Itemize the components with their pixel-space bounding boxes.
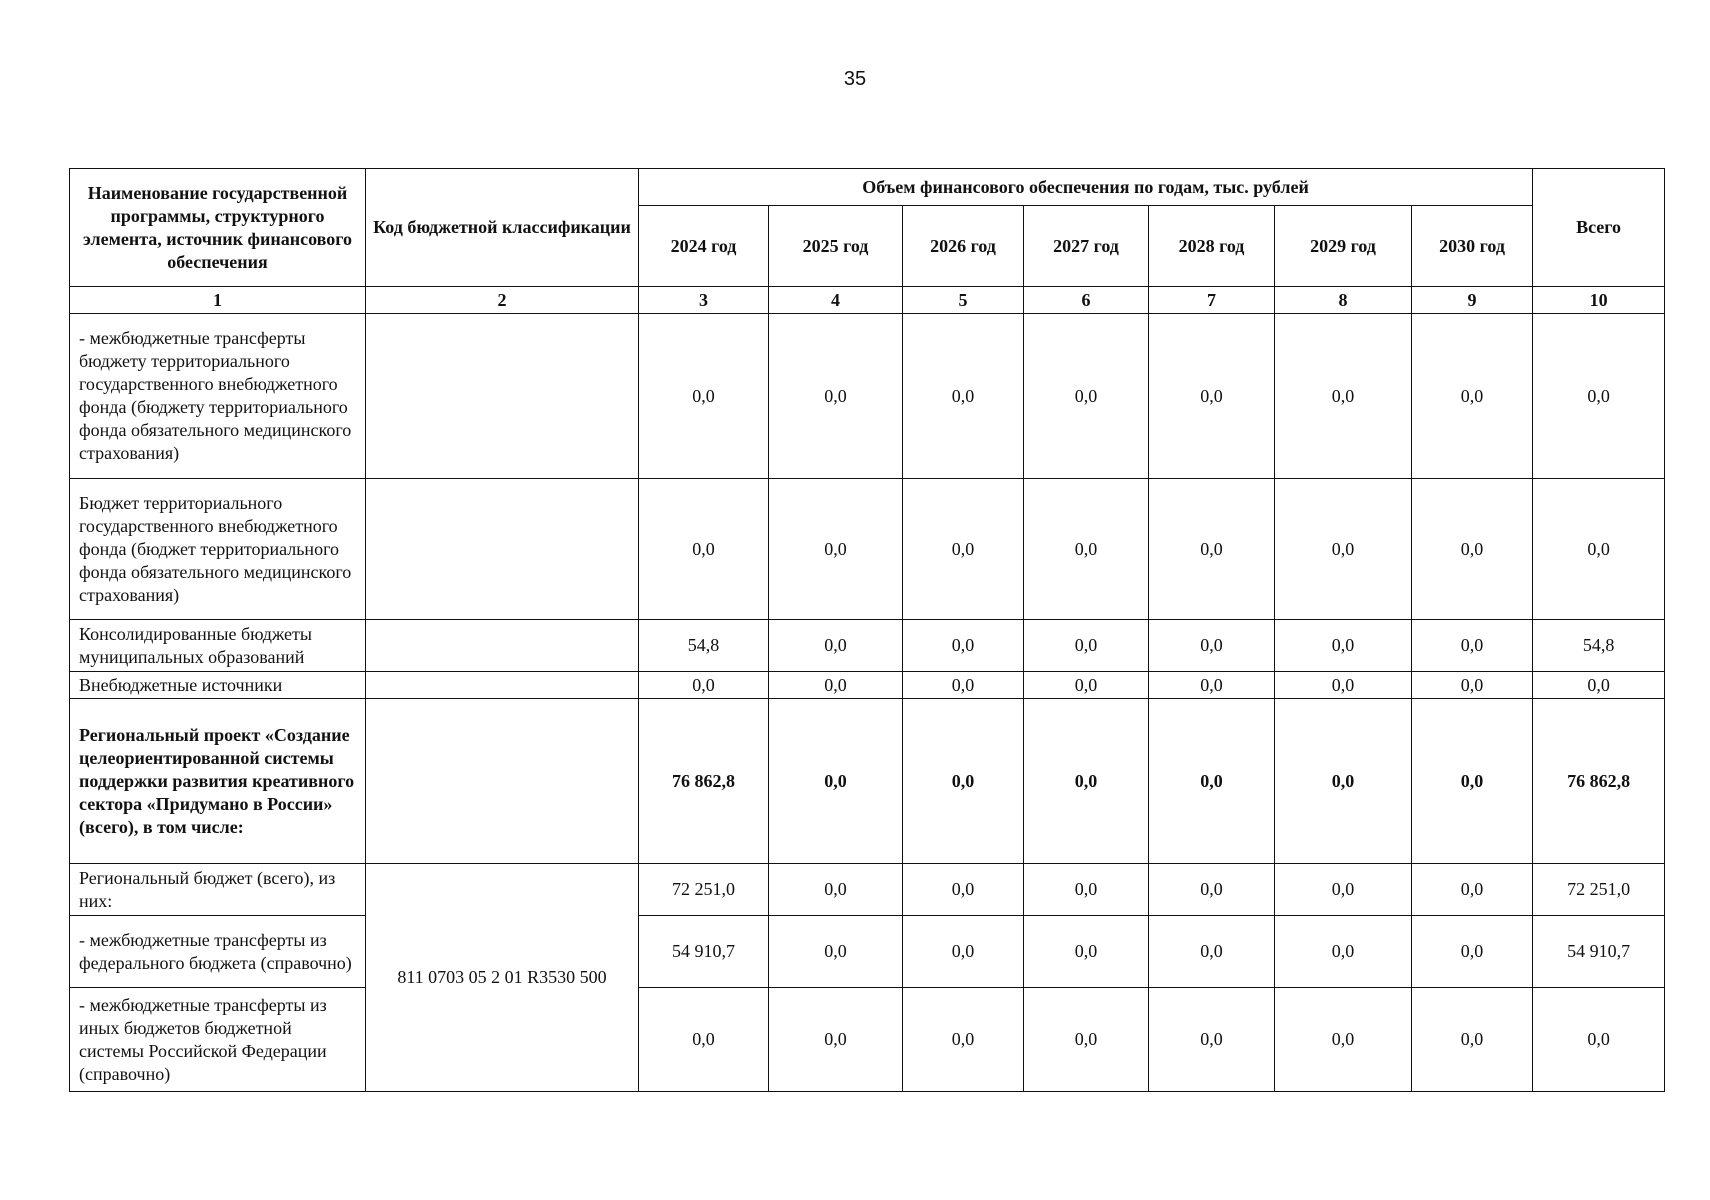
value-cell: 0,0 [1149,864,1275,916]
header-year: 2027 год [1024,206,1149,287]
header-code: Код бюджетной классификации [366,169,639,287]
column-number: 2 [366,287,639,314]
value-cell: 0,0 [1024,699,1149,864]
table-row-project [70,699,1665,864]
value-cell: 0,0 [769,699,903,864]
row-code [366,479,639,620]
row-code [366,672,639,699]
value-cell: 0,0 [1412,916,1533,988]
total-cell: 72 251,0 [1533,864,1665,916]
value-cell: 0,0 [1412,988,1533,1092]
header-total: Всего [1533,169,1665,287]
value-cell: 0,0 [903,314,1024,479]
value-cell: 0,0 [769,988,903,1092]
value-cell: 0,0 [1412,479,1533,620]
value-cell: 0,0 [1024,620,1149,672]
value-cell: 0,0 [903,699,1024,864]
header-row [70,169,1665,206]
value-cell: 0,0 [1149,988,1275,1092]
value-cell: 0,0 [1024,916,1149,988]
value-cell: 0,0 [1275,672,1412,699]
value-cell: 0,0 [1149,620,1275,672]
total-cell: 76 862,8 [1533,699,1665,864]
value-cell: 0,0 [1412,699,1533,864]
row-name: Бюджет территориального государственного внебюджетного фонда (бюджет территориального фонда обязательного медицинского страхования) [70,479,366,620]
row-name: - межбюджетные трансферты из иных бюджетов бюджетной системы Российской Федерации (справочно) [70,988,366,1092]
value-cell: 0,0 [1412,672,1533,699]
row-code [366,314,639,479]
total-cell: 0,0 [1533,988,1665,1092]
value-cell: 0,0 [1275,699,1412,864]
header-year: 2025 год [769,206,903,287]
value-cell: 0,0 [1024,988,1149,1092]
value-cell: 0,0 [1275,916,1412,988]
row-name: Региональный проект «Создание целеориентированной системы поддержки развития креативного сектора «Придумано в России» (всего), в том числе: [70,699,366,864]
column-number: 8 [1275,287,1412,314]
header-year: 2024 год [639,206,769,287]
value-cell: 0,0 [903,620,1024,672]
value-cell: 76 862,8 [639,699,769,864]
value-cell: 0,0 [1024,479,1149,620]
row-name: - межбюджетные трансферты бюджету территориального государственного внебюджетного фонда (бюджету территориального фонда обязательного медицинского страхования) [70,314,366,479]
value-cell: 0,0 [1412,314,1533,479]
row-name: Внебюджетные источники [70,672,366,699]
value-cell: 0,0 [1275,479,1412,620]
table-row [70,479,1665,620]
total-cell: 54 910,7 [1533,916,1665,988]
column-number: 7 [1149,287,1275,314]
column-number: 4 [769,287,903,314]
value-cell: 0,0 [903,864,1024,916]
table-row [70,672,1665,699]
value-cell: 0,0 [1149,314,1275,479]
value-cell: 0,0 [903,916,1024,988]
total-cell: 54,8 [1533,620,1665,672]
row-code [366,699,639,864]
value-cell: 0,0 [769,672,903,699]
table-row [70,988,1665,1092]
value-cell: 0,0 [639,988,769,1092]
value-cell: 0,0 [769,479,903,620]
table-row [70,620,1665,672]
total-cell: 0,0 [1533,672,1665,699]
value-cell: 0,0 [1412,620,1533,672]
value-cell: 0,0 [1412,864,1533,916]
value-cell: 72 251,0 [639,864,769,916]
value-cell: 54,8 [639,620,769,672]
row-code: 811 0703 05 2 01 R3530 500 [366,864,639,1092]
column-number: 5 [903,287,1024,314]
column-number: 9 [1412,287,1533,314]
row-code [366,620,639,672]
value-cell: 0,0 [769,916,903,988]
page-number: 35 [843,68,867,90]
value-cell: 0,0 [1275,314,1412,479]
value-cell: 0,0 [1275,864,1412,916]
total-cell: 0,0 [1533,479,1665,620]
table-row [70,864,1665,916]
value-cell: 54 910,7 [639,916,769,988]
value-cell: 0,0 [1024,672,1149,699]
value-cell: 0,0 [639,672,769,699]
value-cell: 0,0 [1149,479,1275,620]
header-year: 2030 год [1412,206,1533,287]
row-name: - межбюджетные трансферты из федерального бюджета (справочно) [70,916,366,988]
column-number: 6 [1024,287,1149,314]
table-row [70,314,1665,479]
header-year: 2029 год [1275,206,1412,287]
header-name: Наименование государственной программы, структурного элемента, источник финансового обеспечения [70,169,366,287]
value-cell: 0,0 [903,672,1024,699]
value-cell: 0,0 [903,988,1024,1092]
table-row [70,916,1665,988]
value-cell: 0,0 [769,864,903,916]
value-cell: 0,0 [769,620,903,672]
value-cell: 0,0 [1275,988,1412,1092]
column-number-row [70,287,1665,314]
financing-table [69,168,1665,1092]
row-name: Консолидированные бюджеты муниципальных образований [70,620,366,672]
value-cell: 0,0 [1275,620,1412,672]
column-number: 10 [1533,287,1665,314]
value-cell: 0,0 [1149,672,1275,699]
header-volume-group: Объем финансового обеспечения по годам, тыс. рублей [639,169,1533,206]
total-cell: 0,0 [1533,314,1665,479]
value-cell: 0,0 [1149,699,1275,864]
value-cell: 0,0 [903,479,1024,620]
value-cell: 0,0 [769,314,903,479]
value-cell: 0,0 [639,314,769,479]
header-year: 2026 год [903,206,1024,287]
column-number: 3 [639,287,769,314]
column-number: 1 [70,287,366,314]
value-cell: 0,0 [1149,916,1275,988]
value-cell: 0,0 [1024,314,1149,479]
header-year: 2028 год [1149,206,1275,287]
value-cell: 0,0 [1024,864,1149,916]
row-name: Региональный бюджет (всего), из них: [70,864,366,916]
value-cell: 0,0 [639,479,769,620]
